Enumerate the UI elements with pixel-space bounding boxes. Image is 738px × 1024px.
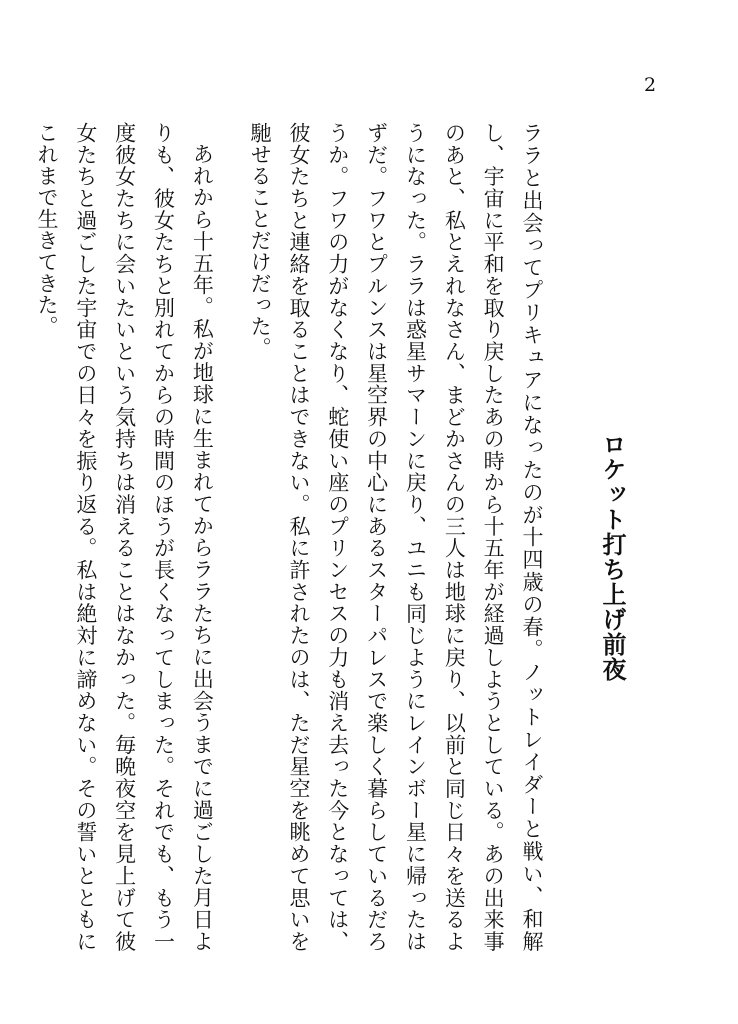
paragraph-1: ララと出会ってプリキュアになったのが十四歳の春。ノットレイダーと戦い、和解し、宇宙に平和を取り戻したあの時から十五年が経過しようとしている。あの出来事のあと、私とえれなさん、まどかさんの三人は地球に戻り、以前と同じ日々を送るようになった。ララは惑星サマーンに戻り、ユニも同じようにレインボー星に帰ったはずだ。フワとプルンスは星空界の中心にあるスターパレスで楽しく暮らしているだろうか。フワの力がなくなり、蛇使い座のプリンセスの力も消え去った今となっては、彼女たちと連絡を取ることはできない。私に許されたのは、ただ星空を眺めて思いを馳せることだけだった。 — [248, 122, 544, 952]
chapter-title: ロケット打ち上げ前夜 — [598, 432, 627, 682]
paragraph-2: あれから十五年。私が地球に生まれてからララたちに出会うまでに過ごした月日よりも、彼女たちと別れてからの時間のほうが長くなってしまった。それでも、もう一度彼女たちに会いたいという気持ちは消えることはなかった。毎晩夜空を見上げて彼女たちと過ごした宇宙での日々を振り返る。私は絶対に諦めない。その誓いとともにこれまで生きてきた。 — [34, 122, 215, 952]
page-number: 2 — [644, 74, 657, 96]
body-text — [27, 122, 551, 952]
